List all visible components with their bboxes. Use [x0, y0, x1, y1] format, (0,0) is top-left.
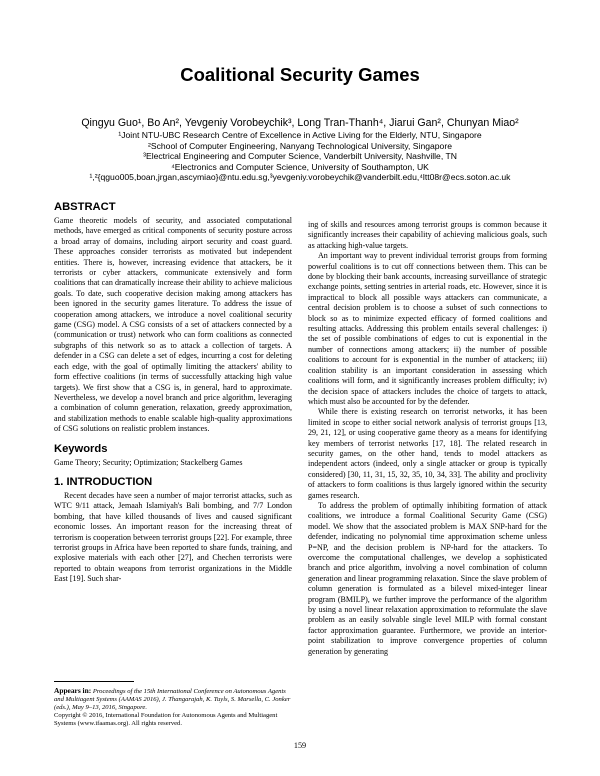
footnote-rule: [54, 681, 134, 682]
right-paragraph-1: ing of skills and resources among terrorist groups is common because it significantly increases their capability of achieving malicious goals, such as attacking high-value targets.: [308, 220, 547, 250]
abstract-text: Game theoretic models of security, and associated computational methods, have emerged as critical components of security posture across a broad array of domains, including airport security and coast guard. These approaches consider terrorists as motivated but independent entities. There is, however, increasing evidence that attackers, be it terrorists or cyber attackers, communicate extensively and form coalitions that can dramatically increase their ability to achieve malicious goals. To date, such cooperative decision making among attackers has been ignored in the security games literature. To address the issue of cooperation among attackers, we introduce a novel coalitional security game (CSG) model. A CSG consists of a set of attackers connected by a (communication or trust) network who can form coalitions as connected subgraphs of this network so as to attack a collection of targets. A defender in a CSG can delete a set of edges, incurring a cost for deleting each edge, with the goal of optimally limiting the attackers' ability to form effective coalitions (in terms of successfully attacking high value targets). We first show that a CSG is, in general, hard to approximate. Nevertheless, we develop a novel branch and price algorithm, leveraging a combination of column generation, relaxation, greedy approximation, and stabilization methods to enable scalable high-quality approximations of CSG solutions on realistic problem instances.: [54, 216, 292, 434]
right-paragraph-3: While there is existing research on terrorist networks, it has been limited in scope to either social network analysis of terrorist groups [13, 29, 21, 12], or using cooperative game theory as a means for identifying key members of terrorist networks [17, 18]. The related research in security games, on the other hand, tends to model attackers as independent actors (indeed, only a single attacker or group is typically considered) [30, 11, 31, 15, 32, 35, 10, 34, 33]. The ability and proclivity of attackers to form coalitions is thus largely ignored within the security games research.: [308, 407, 547, 500]
author-list: Qingyu Guo¹, Bo An², Yevgeniy Vorobeychik³, Long Tran-Thanh⁴, Jiarui Gan², Chunyan Miao²: [81, 117, 519, 129]
affiliation-4: ⁴Electronics and Computer Science, University of Southampton, UK: [171, 161, 429, 172]
author-block: [0, 116, 600, 183]
copyright-notice: Copyright © 2016, International Foundation for Autonomous Agents and Multiagent Systems (www.ifaamas.org). All rights reserved.: [54, 712, 278, 728]
introduction-text: Recent decades have seen a number of major terrorist attacks, such as WTC 9/11 attack, Jemaah Islamiyah's Bali bombing, and 7/7 London bombing, that have killed thousands of lives and caused significant economic losses. An important reason for the increasing threat of terrorism is cooperation between terrorist groups [22]. For example, three terrorist groups in Africa have been reported to share funds, training, and explosive materials with each other [27], and Chechen terrorists were reported to obtain weapons from terrorist organizations in the Middle East [19]. Such shar-: [54, 490, 292, 584]
right-paragraph-4: To address the problem of optimally inhibiting formation of attack coalitions, we introduce a formal Coalitional Security Game (CSG) model. We show that the associated problem is MAX SNP-hard for the defender, indicating no polynomial time approximation scheme unless P=NP, and the decision problem is NP-hard for the attackers. To overcome the computational challenges, we develop a sophisticated branch and price algorithm, involving a novel combination of column generation and linear programming relaxation. Since the slave problem of column generation is formulated as a bilevel mixed-integer linear program (BMILP), we further improve the performance of the algorithm by using a novel linear relaxation approximation to reformulate the slave problem as an easily solvable single level MILP with formal constant factor approximation guarantee. Furthermore, we provide an interior-point stabilization to improve convergence properties of column generation by generating: [308, 500, 547, 656]
appears-in-proceedings: Proceedings of the 15th International Conference on Autonomous Agents and Multiagent Systems (AAMAS 2016), J. Thangarajah, K. Tuyls, S. Marsella, C. Jonker (eds.), May 9–13, 2016, Singapore.: [54, 688, 291, 712]
paper-title: Coalitional Security Games: [180, 64, 420, 85]
affiliation-2: ²School of Computer Engineering, Nanyang Technological University, Singapore: [148, 140, 452, 151]
introduction-heading: 1. INTRODUCTION: [54, 475, 153, 488]
abstract-heading: ABSTRACT: [54, 201, 116, 213]
affiliation-3: ³Electrical Engineering and Computer Science, Vanderbilt University, Nashville, TN: [143, 151, 457, 161]
page-number: 159: [293, 741, 307, 750]
right-column: [308, 220, 547, 657]
appears-in-note: [54, 687, 292, 728]
author-emails: ¹,²{qguo005,boan,jrgan,ascymiao}@ntu.edu.sg,³yevgeniy.vorobeychik@vanderbilt.edu,⁴ltt08r@ecs.soton.ac.uk: [89, 172, 511, 182]
keywords-text: Game Theory; Security; Optimization; Stackelberg Games: [54, 457, 243, 467]
keywords-heading: Keywords: [54, 442, 108, 455]
right-paragraph-2: An important way to prevent individual terrorist groups from forming powerful coalitions is to cut off connections between them. This can be done by blocking their bank accounts, increasing surveillance of strategic exchange points, setting sentries in arterial roads, etc. However, since it is impractical to block all possible ways attackers can communicate, a central decision problem is to choose a subset of such connections to block so as to minimize expected efficacy of formed coalitions and resulting attacks. Addressing this problem entails several challenges: i) the set of possible combinations of edges to cut is exponential in the number of connections among attackers; ii) the number of possible coalitions to account for is exponential in the number of attackers; iii) coalition stability is an important consideration in assessing which coalitions will form, and it significantly increases problem difficulty; iv) the decision space of attackers includes the choice of targets to attack, which must also be accounted for by the defender.: [308, 251, 547, 406]
affiliation-1: ¹Joint NTU-UBC Research Centre of Excellence in Active Living for the Elderly, NTU, Singapore: [118, 130, 482, 140]
left-column: [54, 201, 292, 585]
appears-in-label: Appears in:: [54, 686, 92, 695]
